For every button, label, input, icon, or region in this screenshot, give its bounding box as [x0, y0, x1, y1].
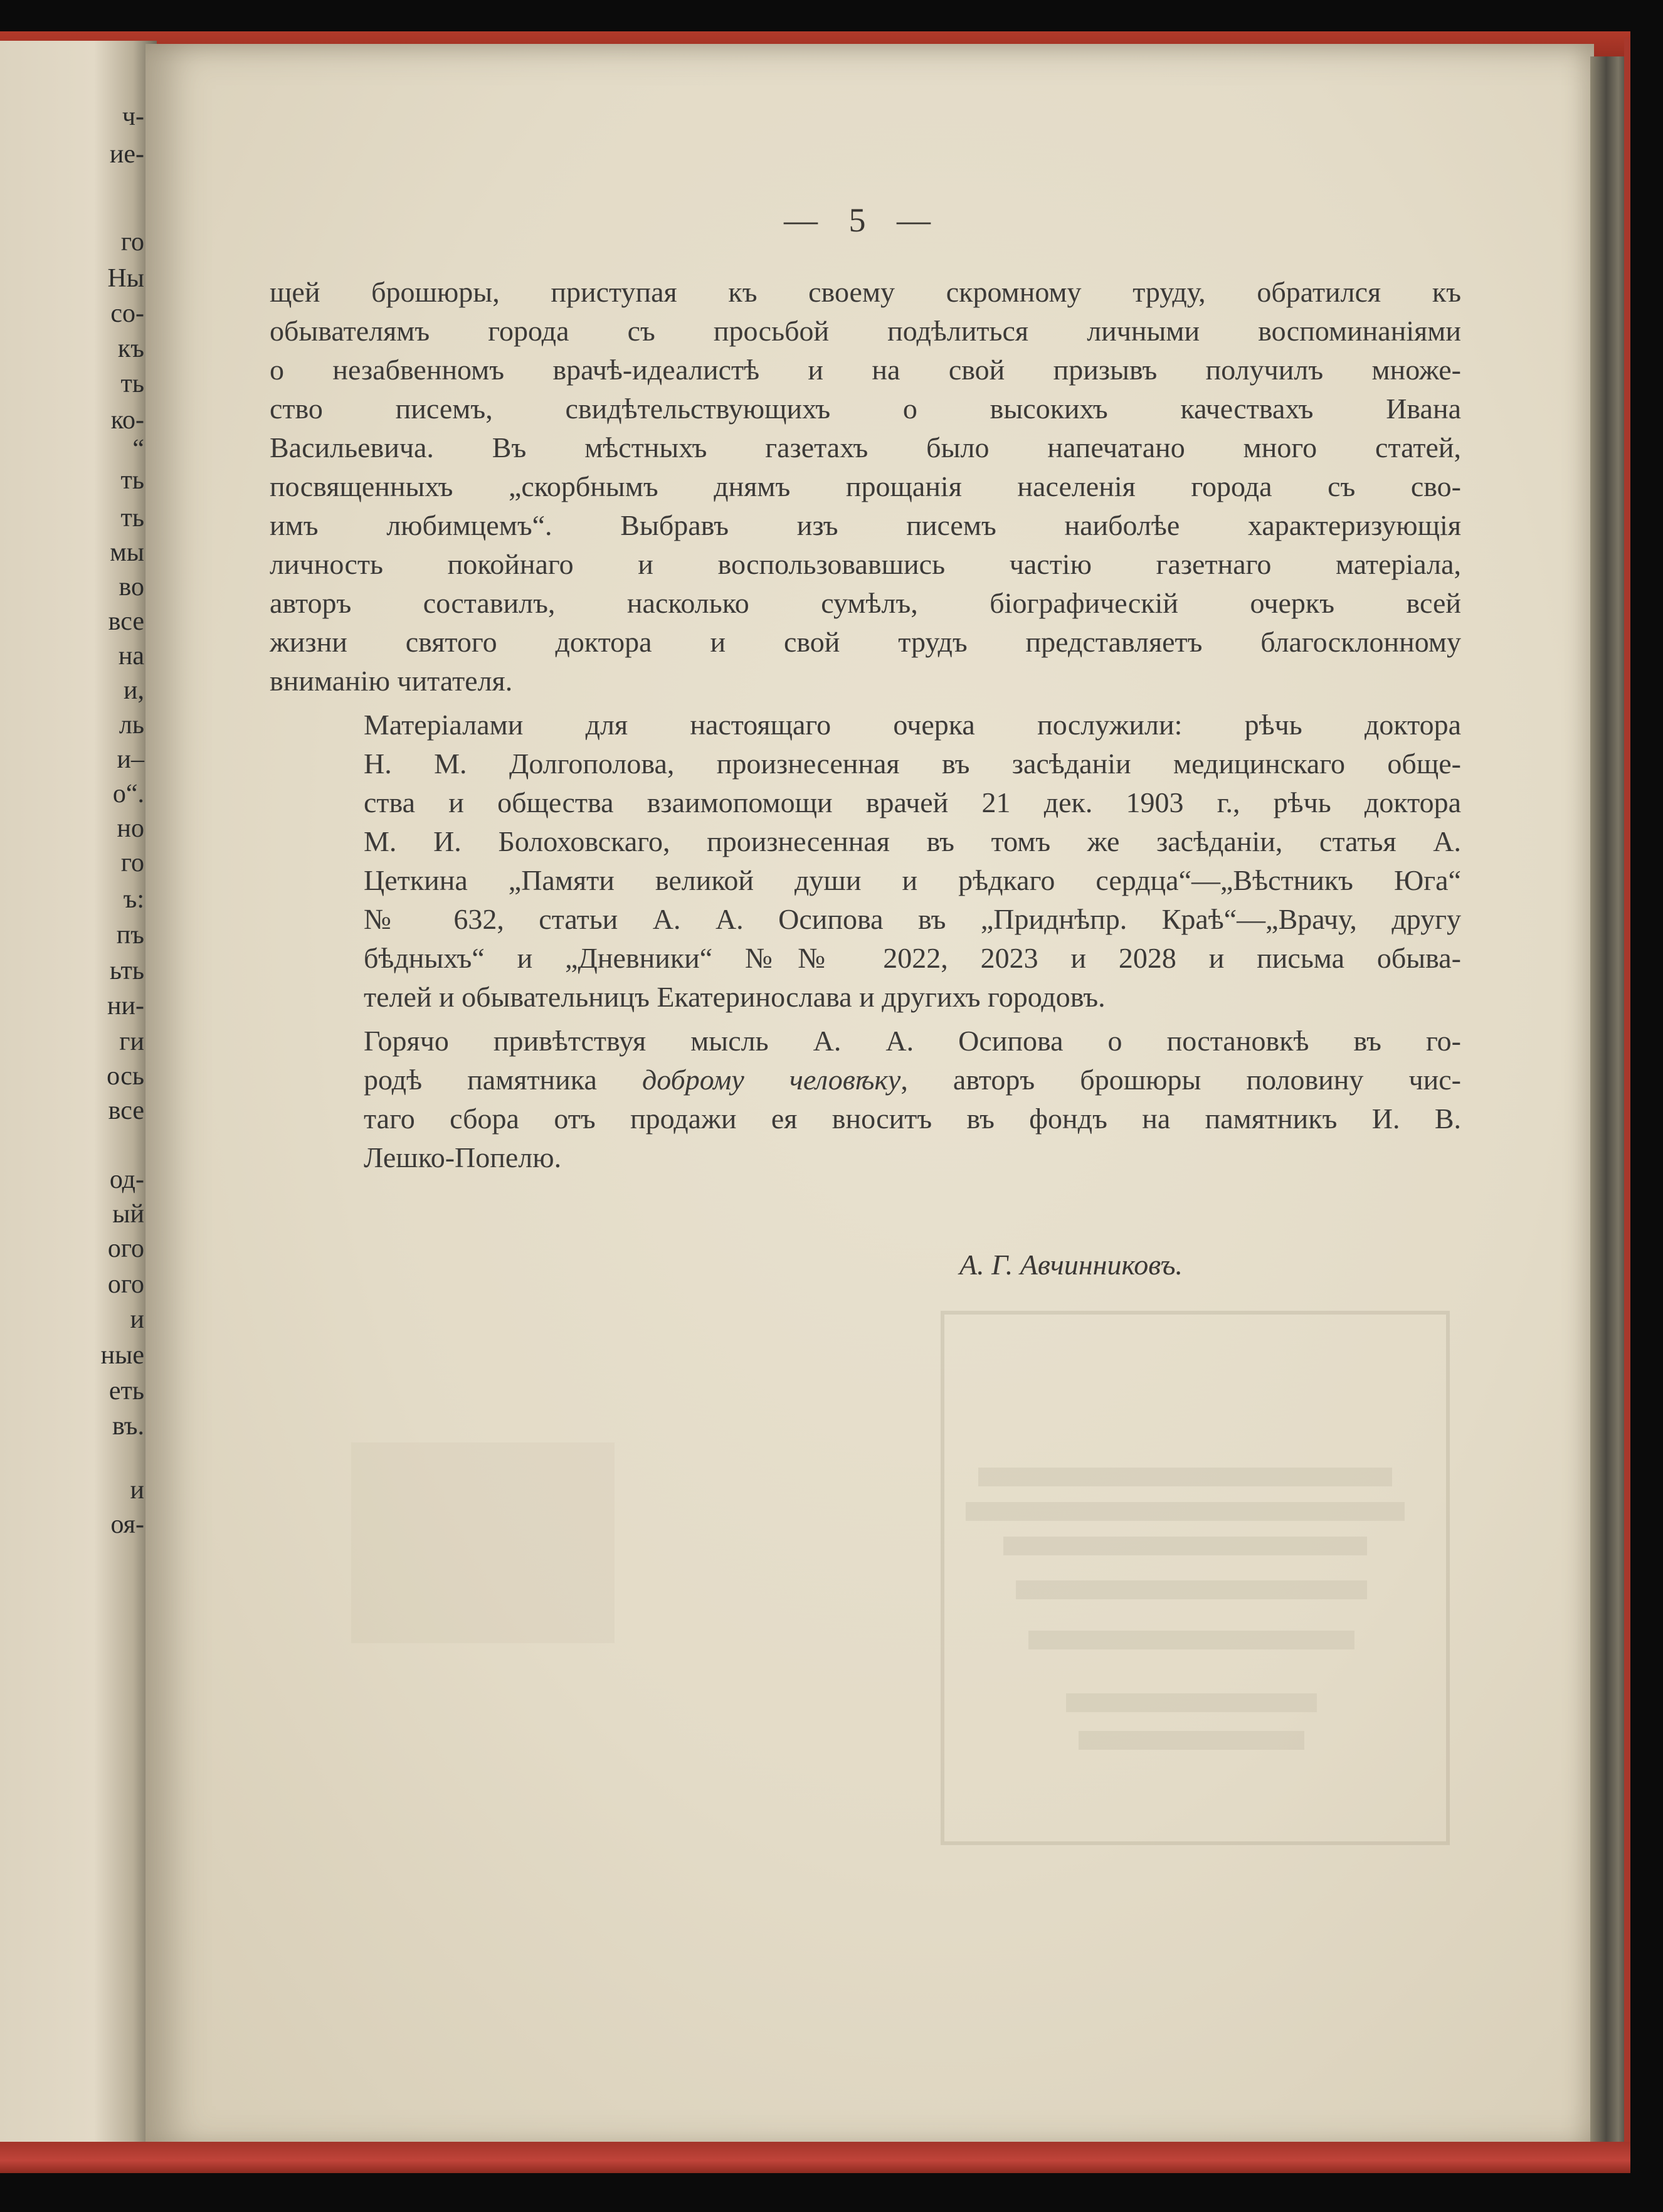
- left-page-text-fragment: ого: [107, 1234, 144, 1263]
- text-line: Матеріалами для настоящаго очерка послужили: рѣчь доктора: [364, 709, 1461, 741]
- text-line: вниманію читателя.: [270, 665, 513, 697]
- left-page-text-fragment: ные: [100, 1341, 144, 1370]
- bleed-through-line: [1079, 1731, 1304, 1750]
- left-page-text-fragment: ть: [120, 369, 144, 398]
- left-page-text-fragment: Ны: [107, 264, 144, 293]
- left-page-text-fragment: ль: [119, 711, 144, 739]
- paragraph: [270, 273, 1461, 701]
- text-line: ства и общества взаимопомощи врачей 21 дек. 1903 г., рѣчь доктора: [364, 786, 1461, 818]
- emphasized-text: доброму человѣку: [641, 1064, 901, 1096]
- left-page-text-fragment: ть: [120, 504, 144, 532]
- text-line: обывателямъ города съ просьбой подѣлиться личными воспоминаніями: [270, 315, 1461, 347]
- bleed-through-line: [1028, 1631, 1354, 1649]
- left-page-text-fragment: го: [120, 849, 144, 877]
- left-page-text-fragment: ги: [119, 1027, 144, 1056]
- bleed-through-shape: [351, 1442, 615, 1643]
- text-line: жизни святого доктора и свой трудъ представляетъ благосклонному: [270, 626, 1461, 658]
- left-page-text-fragment: въ.: [112, 1412, 144, 1441]
- author-signature: А. Г. Авчинниковъ.: [959, 1249, 1183, 1281]
- text-line: № 632, статьи А. А. Осипова въ „Приднѣпр. Краѣ“—„Врачу, другу: [364, 903, 1461, 935]
- text-line: щей брошюры, приступая къ своему скромному труду, обратился къ: [270, 276, 1461, 308]
- left-page-text-fragment: ого: [107, 1270, 144, 1299]
- text-line: Цеткина „Памяти великой души и рѣдкаго сердца“—„Вѣстникъ Юга“: [364, 864, 1461, 896]
- left-page-text-fragment: все: [108, 1096, 144, 1125]
- text-line: телей и обывательницъ Екатеринослава и другихъ городовъ.: [364, 981, 1106, 1013]
- bleed-through-line: [1066, 1693, 1317, 1712]
- left-page-text-fragment: пъ: [116, 921, 144, 950]
- left-page-text-fragment: ый: [112, 1200, 144, 1229]
- text-line: авторъ составилъ, насколько сумѣлъ, біографическій очеркъ всей: [270, 587, 1461, 619]
- left-page-text-fragment: и: [130, 1305, 144, 1334]
- bleed-through-line: [1003, 1537, 1367, 1555]
- left-page-text-fragment: го: [120, 228, 144, 257]
- text-line: личность покойнаго и воспользовавшись частію газетнаго матеріала,: [270, 548, 1461, 580]
- left-page-text-fragment: ось: [107, 1062, 144, 1091]
- text-line: Н. М. Долгополова, произнесенная въ засѣданіи медицинскаго обще-: [364, 748, 1461, 780]
- text-line: имъ любимцемъ“. Выбравъ изъ писемъ наиболѣе характеризующія: [270, 509, 1461, 541]
- text-line: родѣ памятника доброму человѣку, авторъ брошюры половину чис-: [364, 1064, 1461, 1096]
- bleed-through-line: [966, 1502, 1405, 1521]
- left-page-text-fragment: ие-: [109, 140, 144, 169]
- left-page-text-fragment: ьть: [109, 956, 144, 985]
- text-line: М. И. Болоховскаго, произнесенная въ томъ же засѣданіи, статья А.: [364, 825, 1461, 857]
- left-page-text-fragment: но: [117, 814, 144, 843]
- left-page-text-fragment: все: [108, 607, 144, 636]
- left-page-text-fragment: къ: [117, 334, 144, 363]
- binding-bottom-edge: [0, 2142, 1630, 2173]
- left-page-text-fragment: оя-: [110, 1510, 144, 1539]
- left-page-text-fragment: и: [130, 1476, 144, 1505]
- paragraph: [270, 706, 1461, 1017]
- text-line: бѣдныхъ“ и „Дневники“ №№ 2022, 2023 и 2028 и письма обыва-: [364, 942, 1461, 974]
- text-line: Васильевича. Въ мѣстныхъ газетахъ было напечатано много статей,: [270, 431, 1461, 463]
- bleed-through-frame: [941, 1311, 1450, 1845]
- paragraph: [270, 1022, 1461, 1177]
- left-page-text-fragment: еть: [108, 1377, 144, 1405]
- left-page-text-fragment: ч-: [122, 102, 144, 131]
- left-page-text-fragment: на: [118, 642, 144, 670]
- left-page-fragment: [0, 41, 157, 2154]
- left-page-text-fragment: ъ:: [123, 885, 144, 914]
- left-page-text-fragment: ть: [120, 466, 144, 495]
- text-line: Лешко-Попелю.: [364, 1141, 562, 1173]
- text-line: ство писемъ, свидѣтельствующихъ о высокихъ качествахъ Ивана: [270, 393, 1461, 425]
- left-page-text-fragment: о“.: [112, 780, 144, 808]
- text-line: о незабвенномъ врачѣ-идеалистѣ и на свой призывъ получилъ множе-: [270, 354, 1461, 386]
- left-page-text-fragment: ни-: [107, 992, 144, 1020]
- binding-right-edge: [1624, 38, 1630, 2157]
- text-line: таго сбора отъ продажи ея вноситъ въ фондъ на памятникъ И. В.: [364, 1103, 1461, 1135]
- left-page-text-fragment: од-: [109, 1165, 144, 1194]
- left-page-text-fragment: ко-: [110, 406, 144, 435]
- left-page-text-fragment: и–: [117, 745, 144, 774]
- page-number: — 5 —: [784, 201, 942, 239]
- left-page-text-fragment: “: [132, 435, 144, 463]
- bleed-through-line: [978, 1468, 1392, 1486]
- text-line: посвященныхъ „скорбнымъ днямъ прощанія населенія города съ сво-: [270, 470, 1461, 502]
- body-text: [270, 273, 1461, 1177]
- bleed-through-line: [1016, 1580, 1367, 1599]
- left-page-text-fragment: со-: [110, 299, 144, 328]
- text-line: Горячо привѣтствуя мысль А. А. Осипова о постановкѣ въ го-: [364, 1025, 1461, 1057]
- left-page-text-fragment: мы: [110, 538, 144, 567]
- left-page-text-fragment: во: [119, 573, 144, 601]
- left-page-text-fragment: и,: [124, 676, 144, 705]
